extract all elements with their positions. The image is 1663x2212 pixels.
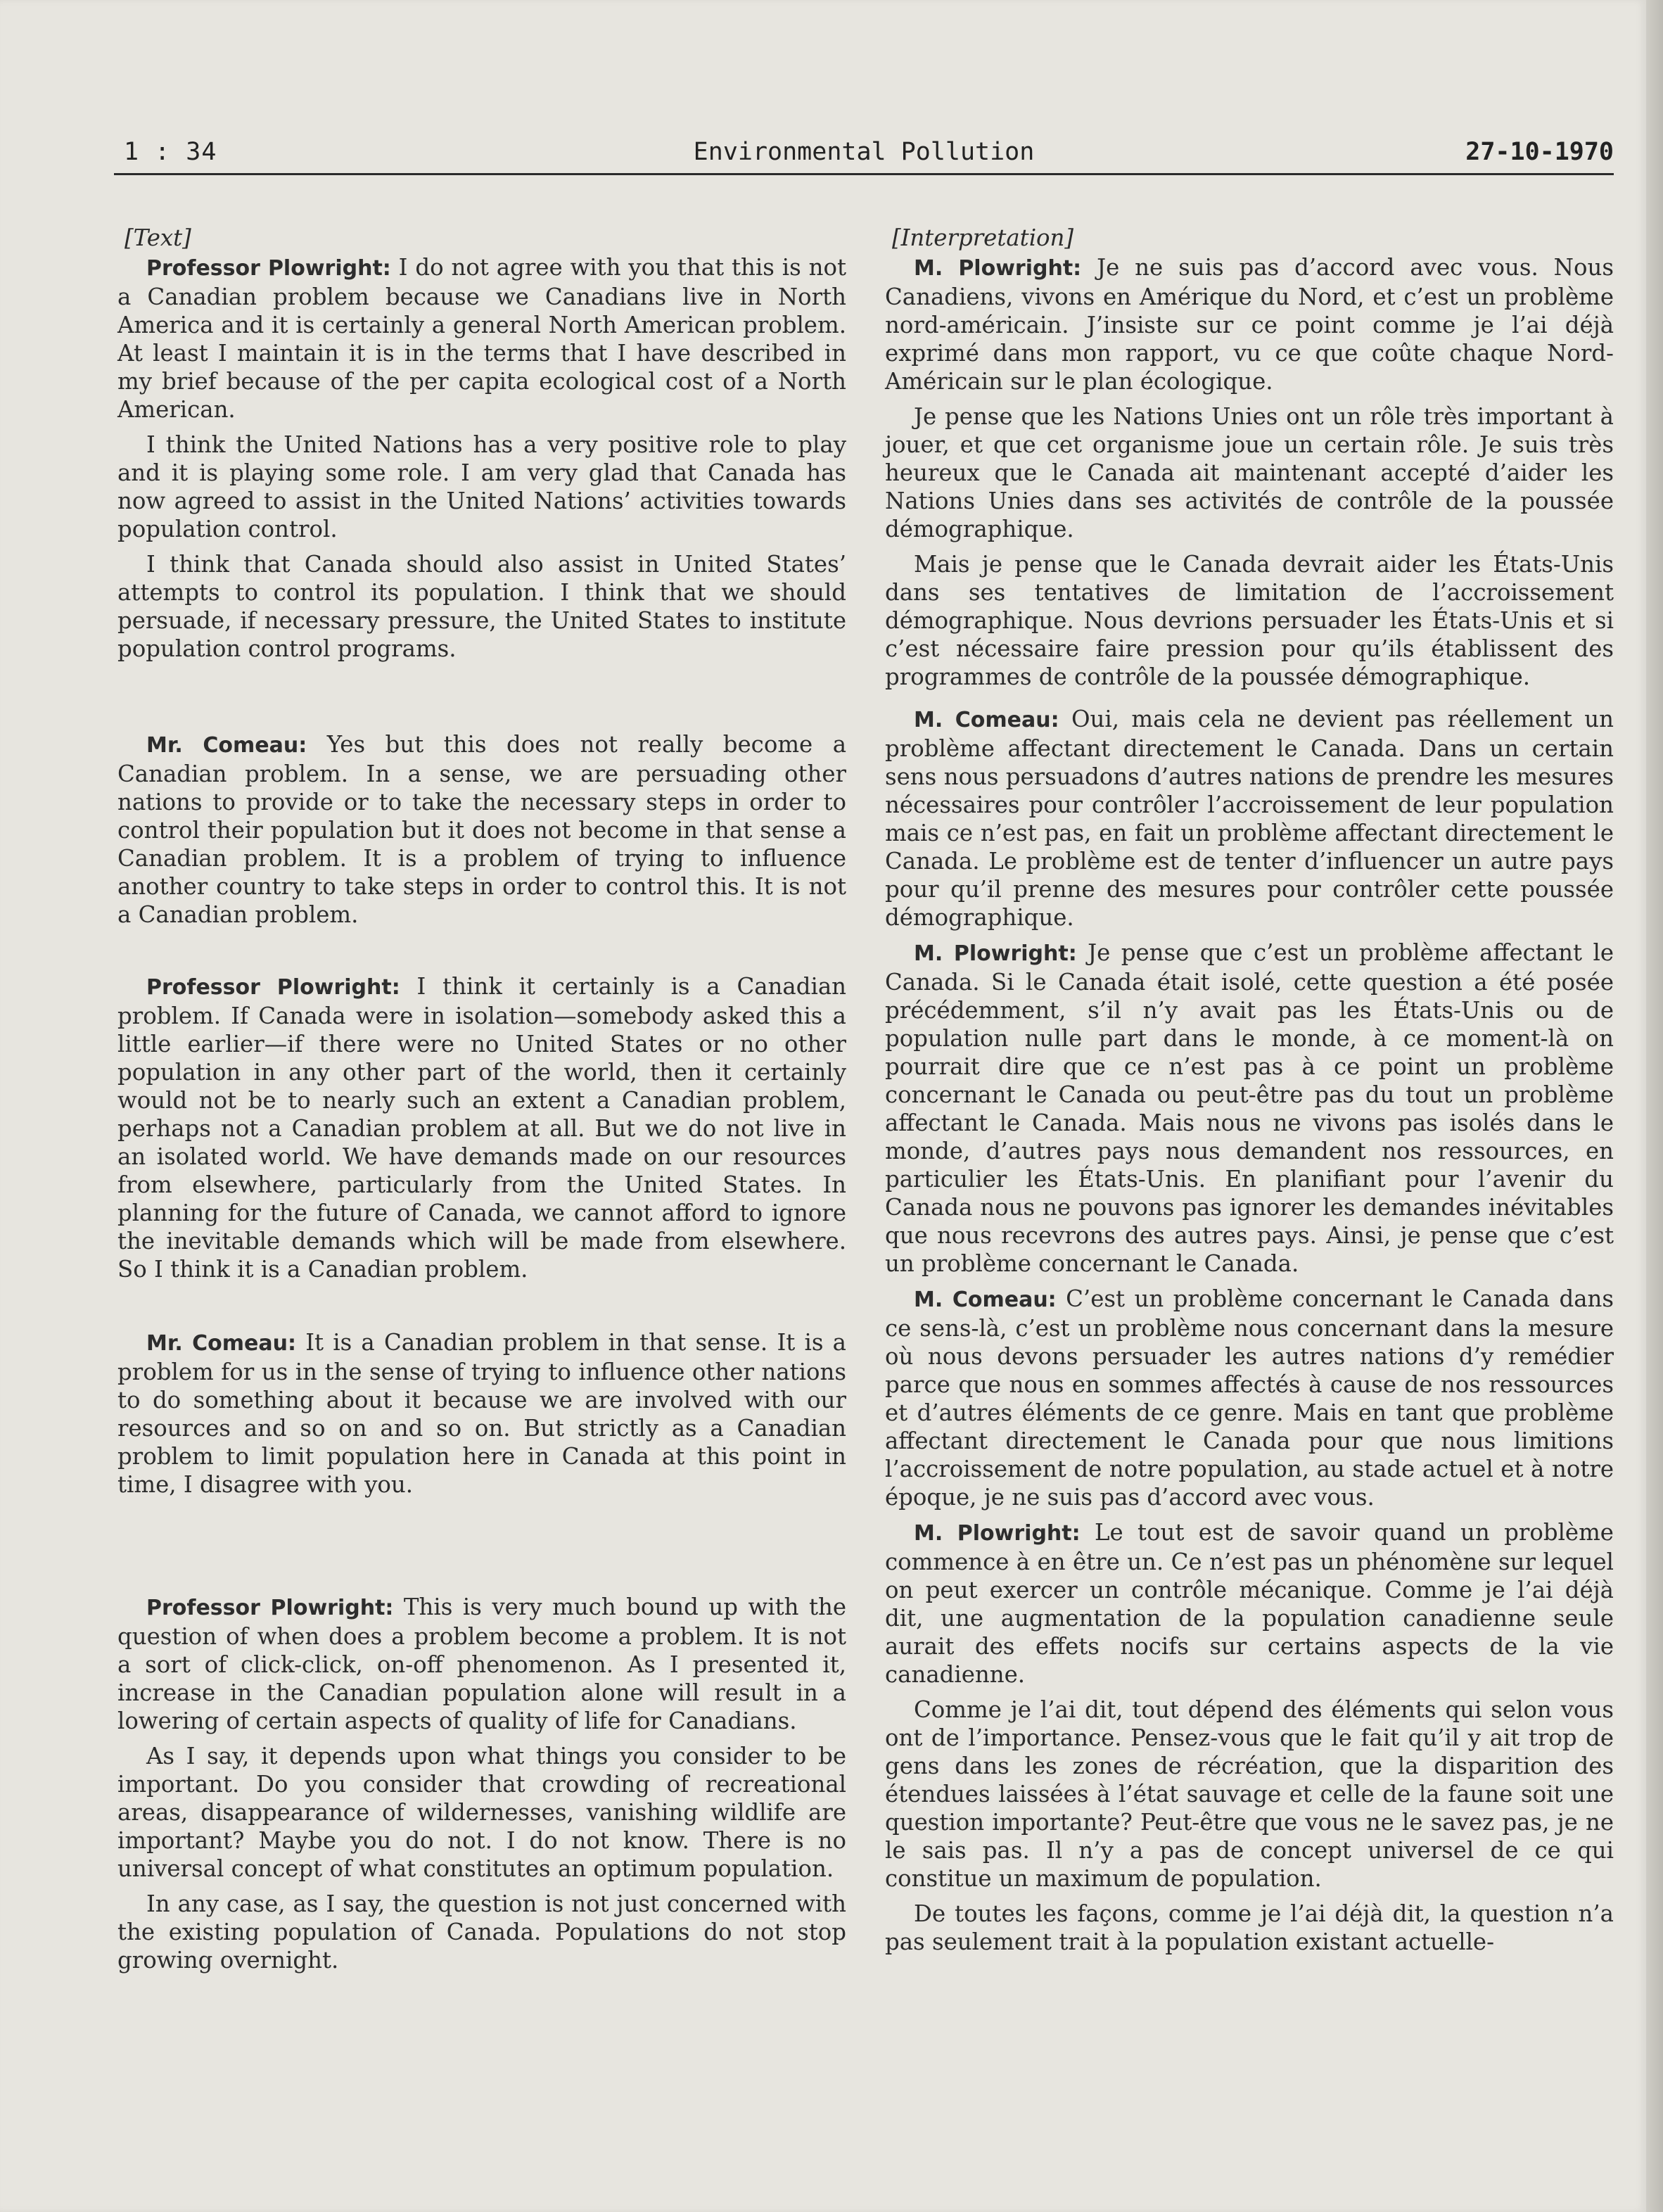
paragraph-text: I think that Canada should also assist in United States’ attempts to control its population. I think that we should persuade, if necessary pressure, the United States to institute population control programs.	[117, 551, 846, 662]
english-column	[117, 224, 846, 1981]
page-number: 1 : 34	[124, 138, 217, 166]
paragraph	[117, 1593, 846, 1735]
speaker-name: M. Plowright:	[914, 256, 1082, 281]
paragraph	[117, 730, 846, 929]
paragraph	[885, 402, 1614, 543]
paragraph	[885, 1518, 1614, 1689]
paragraph-text: Mais je pense que le Canada devrait aider les États-Unis dans ses tentatives de limitation de l’accroissement démographique. Nous devrions persuader les États-Unis et si c’est nécessaire faire pression pour qu’ils établissent des programmes de contrôle de la poussée démographique.	[885, 551, 1614, 690]
paragraph	[885, 253, 1614, 395]
speaker-name: Professor Plowright:	[146, 1596, 394, 1620]
paragraph	[117, 1890, 846, 1974]
header-date: 27-10-1970	[1465, 138, 1614, 166]
paragraph	[885, 1696, 1614, 1893]
paragraph-text: As I say, it depends upon what things you consider to be important. Do you consider that crowding of recreational areas, disappearance of wildernesses, vanishing wildlife are important? Maybe you do not. I do not know. There is no universal concept of what constitutes an optimum population.	[117, 1743, 846, 1882]
speaker-name: Professor Plowright:	[146, 256, 391, 281]
paragraph	[117, 1328, 846, 1499]
paragraph	[117, 972, 846, 1283]
paragraph	[885, 939, 1614, 1278]
speaker-name: M. Comeau:	[914, 1288, 1057, 1312]
speaker-name: M. Plowright:	[914, 1521, 1081, 1546]
paragraph-text: I think the United Nations has a very positive role to play and it is playing some role. I am very glad that Canada has now agreed to assist in the United Nations’ activities towards population control.	[117, 431, 846, 542]
paragraph-text: I do not agree with you that this is not a Canadian problem because we Canadians live in North America and it is certainly a general North American problem. At least I maintain it is in the terms that I have described in my brief because of the per capita ecological cost of a North American.	[117, 254, 847, 423]
speaker-name: Mr. Comeau:	[146, 1331, 296, 1356]
speaker-name: M. Plowright:	[914, 941, 1077, 966]
page-header	[114, 138, 1614, 175]
paragraph	[885, 705, 1614, 932]
paragraph-text: This is very much bound up with the question of when does a problem become a problem. It is not a sort of click-click, on-off phenomenon. As I presented it, increase in the Canadian population alone will result in a lowering of certain aspects of quality of life for Canadians.	[117, 1594, 846, 1734]
paragraph	[117, 253, 846, 424]
paragraph	[885, 1285, 1614, 1511]
paragraph-text: Je pense que c’est un problème affectant le Canada. Si le Canada était isolé, cette question a été posée précédemment, s’il n’y avait pas les États-Unis ou de population nulle part dans le monde, à ce moment-là on pourrait dire que ce n’est pas à ce point un problème concernant le Canada ou peut-être pas du tout un problème affectant le Canada. Mais nous ne vivons pas isolés dans le monde, d’autres pays nous demandent nos ressources, en particulier les États-Unis. En planifiant pour l’avenir du Canada nous ne pouvons pas ignorer les demandes inévitables que nous recevrons des autres pays. Ainsi, je pense que c’est un problème concernant le Canada.	[885, 939, 1614, 1277]
paragraph-text: It is a Canadian problem in that sense. It is a problem for us in the sense of trying to influence other nations to do something about it because we are involved with our resources and so on and so on. But strictly as a Canadian problem to limit population here in Canada at this point in time, I disagree with you.	[117, 1329, 846, 1498]
paragraph-text: Comme je l’ai dit, tout dépend des éléments qui selon vous ont de l’importance. Pensez-vous que le fait qu’il y ait trop de gens dans les zones de récréation, que la disparition des étendues laissées à l’état sauvage et celle de la faune soit une question importante? Peut-être que vous ne le savez pas, je ne le sais pas. Il n’y a pas de concept universel de ce qui constitue un maximum de population.	[885, 1696, 1614, 1892]
paragraph-text: Yes but this does not really become a Canadian problem. In a sense, we are persuading other nations to provide or to take the necessary steps in order to control their population but it does not become in that sense a Canadian problem. It is a problem of trying to influence another country to take steps in order to control this. It is not a Canadian problem.	[117, 731, 846, 928]
paragraph	[885, 1900, 1614, 1956]
paragraph-text: In any case, as I say, the question is not just concerned with the existing population of Canada. Populations do not stop growing overnight.	[117, 1890, 846, 1973]
running-title: Environmental Pollution	[693, 138, 1035, 166]
speaker-name: M. Comeau:	[914, 708, 1059, 732]
french-column	[885, 224, 1614, 1963]
paragraph-text: Je pense que les Nations Unies ont un rôle très important à jouer, et que cet organisme joue un certain rôle. Je suis très heureux que le Canada ait maintenant accepté d’aider les Nations Unies dans ses activités de contrôle de la poussée démographique.	[885, 403, 1614, 542]
speaker-name: Mr. Comeau:	[146, 733, 307, 758]
paragraph-text: I think it certainly is a Canadian problem. If Canada were in isolation—somebody asked this a little earlier—if there were no United States or no other population in any other part of the world, then it certainly would not be to nearly such an extent a Canadian problem, perhaps not a Canadian problem at all. But we do not live in an isolated world. We have demands made on our resources from elsewhere, particularly from the United States. In planning for the future of Canada, we cannot afford to ignore the inevitable demands which will be made from elsewhere. So I think it is a Canadian problem.	[117, 973, 846, 1283]
paragraph	[117, 550, 846, 663]
paragraph-text: De toutes les façons, comme je l’ai déjà dit, la question n’a pas seulement trait à la population existant actuelle-	[885, 1900, 1614, 1955]
paragraph-text: Je ne suis pas d’accord avec vous. Nous Canadiens, vivons en Amérique du Nord, et c’est un problème nord-américain. J’insiste sur ce point comme je l’ai déjà exprimé dans mon rapport, vu ce que coûte chaque Nord-Américain sur le plan écologique.	[885, 254, 1614, 395]
paragraph-text: C’est un problème concernant le Canada dans ce sens-là, c’est un problème nous concernant dans la mesure où nous devons persuader les autres nations d’y remédier parce que nous en sommes affectés à cause de nos ressources et d’autres éléments de ce genre. Mais en tant que problème affectant directement le Canada pour que nous limitions l’accroissement de notre population, au stade actuel et à notre époque, je ne suis pas d’accord avec vous.	[885, 1285, 1614, 1511]
column-marker: [Interpretation]	[892, 224, 1074, 251]
speaker-name: Professor Plowright:	[146, 975, 400, 1000]
page-edge	[1646, 0, 1663, 2212]
column-marker: [Text]	[125, 224, 191, 251]
paragraph	[117, 1742, 846, 1883]
paragraph	[117, 431, 846, 543]
paragraph-text: Oui, mais cela ne devient pas réellement un problème affectant directement le Canada. Dans un certain sens nous persuadons d’autres nations de prendre les mesures nécessaires pour contrôler l’accroissement de leur population mais ce n’est pas, en fait un problème affectant directement le Canada. Le problème est de tenter d’influencer un autre pays pour qu’il prenne des mesures pour contrôler cette poussée démographique.	[885, 706, 1614, 931]
paragraph-text: Le tout est de savoir quand un problème commence à en être un. Ce n’est pas un phénomène sur lequel on peut exercer un contrôle mécanique. Comme je l’ai déjà dit, une augmentation de la population canadienne seule aurait des effets nocifs sur certains aspects de la vie canadienne.	[885, 1519, 1614, 1688]
paragraph	[885, 550, 1614, 691]
